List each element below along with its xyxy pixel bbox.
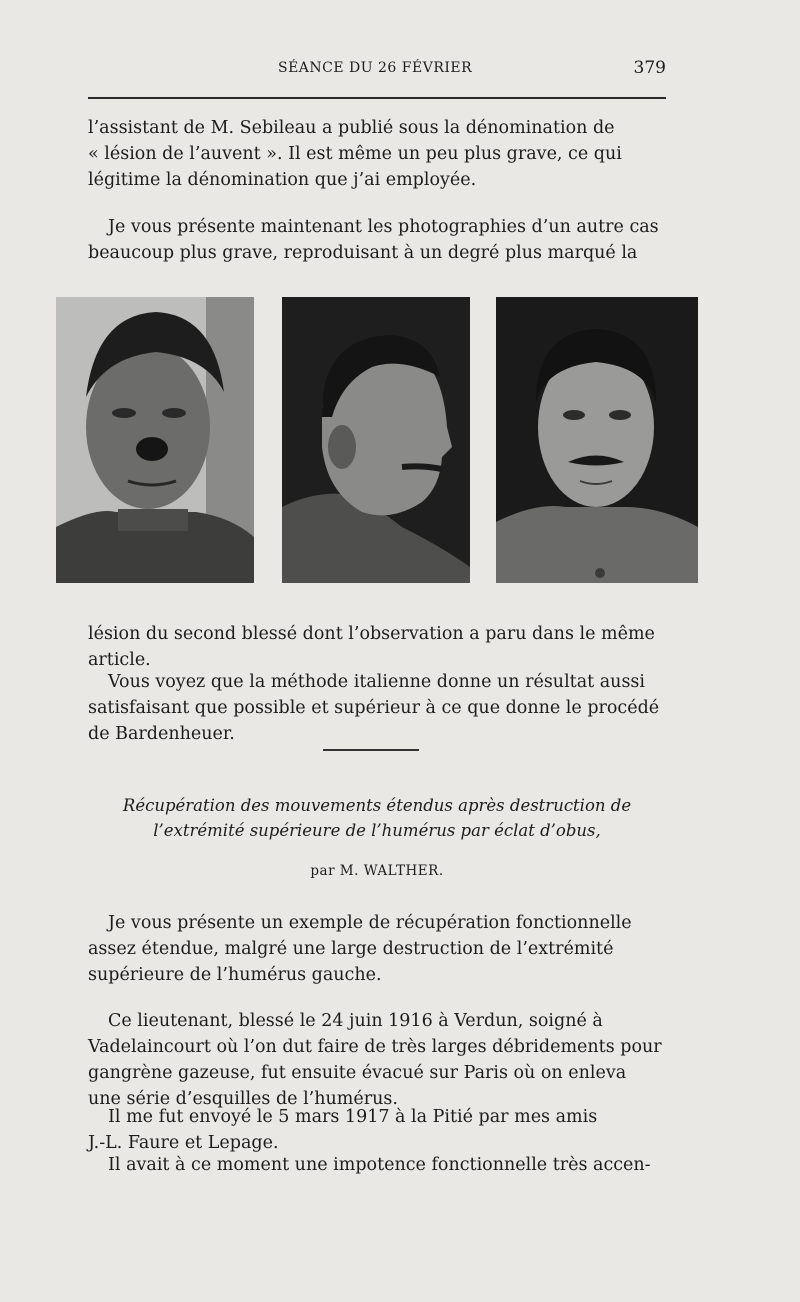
- photo-profile-view: [282, 297, 470, 583]
- text-line: légitime la dénomination que j’ai employée.: [88, 170, 477, 190]
- paragraph-5: [88, 910, 666, 988]
- paragraph-4: [88, 669, 666, 747]
- paragraph-3: [88, 621, 666, 673]
- photo-front-view-1: [56, 297, 254, 583]
- text-line: de Bardenheuer.: [88, 724, 235, 744]
- paragraph-6: [88, 1008, 666, 1112]
- article-title-line: Récupération des mouvements étendus après destruction de: [122, 796, 632, 815]
- text-line: assez étendue, malgré une large destruction de l’extrémité: [88, 939, 614, 959]
- paragraph-8: [88, 1152, 666, 1178]
- photo-plate: [56, 297, 698, 583]
- text-line: Il avait à ce moment une impotence fonctionnelle très accen-: [108, 1155, 651, 1175]
- text-line: J.-L. Faure et Lepage.: [88, 1133, 279, 1153]
- text-line: lésion du second blessé dont l’observation a paru dans le même: [88, 624, 655, 644]
- paragraph-2: [88, 214, 666, 266]
- text-line: Ce lieutenant, blessé le 24 juin 1916 à Verdun, soigné à: [108, 1011, 603, 1031]
- text-line: gangrène gazeuse, fut ensuite évacué sur Paris où on enleva: [88, 1063, 627, 1083]
- section-separator: [323, 749, 419, 751]
- text-line: supérieure de l’humérus gauche.: [88, 965, 382, 985]
- text-line: Je vous présente un exemple de récupération fonctionnelle: [108, 913, 632, 933]
- text-line: satisfaisant que possible et supérieur à ce que donne le procédé: [88, 698, 660, 718]
- text-line: Vadelaincourt où l’on dut faire de très larges débridements pour: [88, 1037, 662, 1057]
- text-line: article.: [88, 650, 151, 670]
- header-title: SÉANCE DU 26 FÉVRIER: [278, 60, 473, 76]
- text-line: Vous voyez que la méthode italienne donne un résultat aussi: [108, 672, 645, 692]
- header-rule: [88, 97, 666, 99]
- text-line: Je vous présente maintenant les photographies d’un autre cas: [108, 217, 659, 237]
- running-header: [88, 58, 668, 84]
- text-line: Il me fut envoyé le 5 mars 1917 à la Pitié par mes amis: [108, 1107, 598, 1127]
- paragraph-7: [88, 1104, 666, 1156]
- paragraph-1: [88, 115, 666, 193]
- photo-front-view-2: [496, 297, 698, 583]
- text-line: « lésion de l’auvent ». Il est même un peu plus grave, ce qui: [88, 144, 622, 164]
- article-byline: par M. WALTHER.: [310, 863, 444, 879]
- text-line: une série d’esquilles de l’humérus.: [88, 1089, 398, 1109]
- article-title: [88, 793, 666, 843]
- text-line: l’assistant de M. Sebileau a publié sous la dénomination de: [88, 118, 615, 138]
- page-number: 379: [633, 58, 666, 78]
- text-line: beaucoup plus grave, reproduisant à un degré plus marqué la: [88, 243, 638, 263]
- article-title-line: l’extrémité supérieure de l’humérus par éclat d’obus,: [153, 821, 601, 840]
